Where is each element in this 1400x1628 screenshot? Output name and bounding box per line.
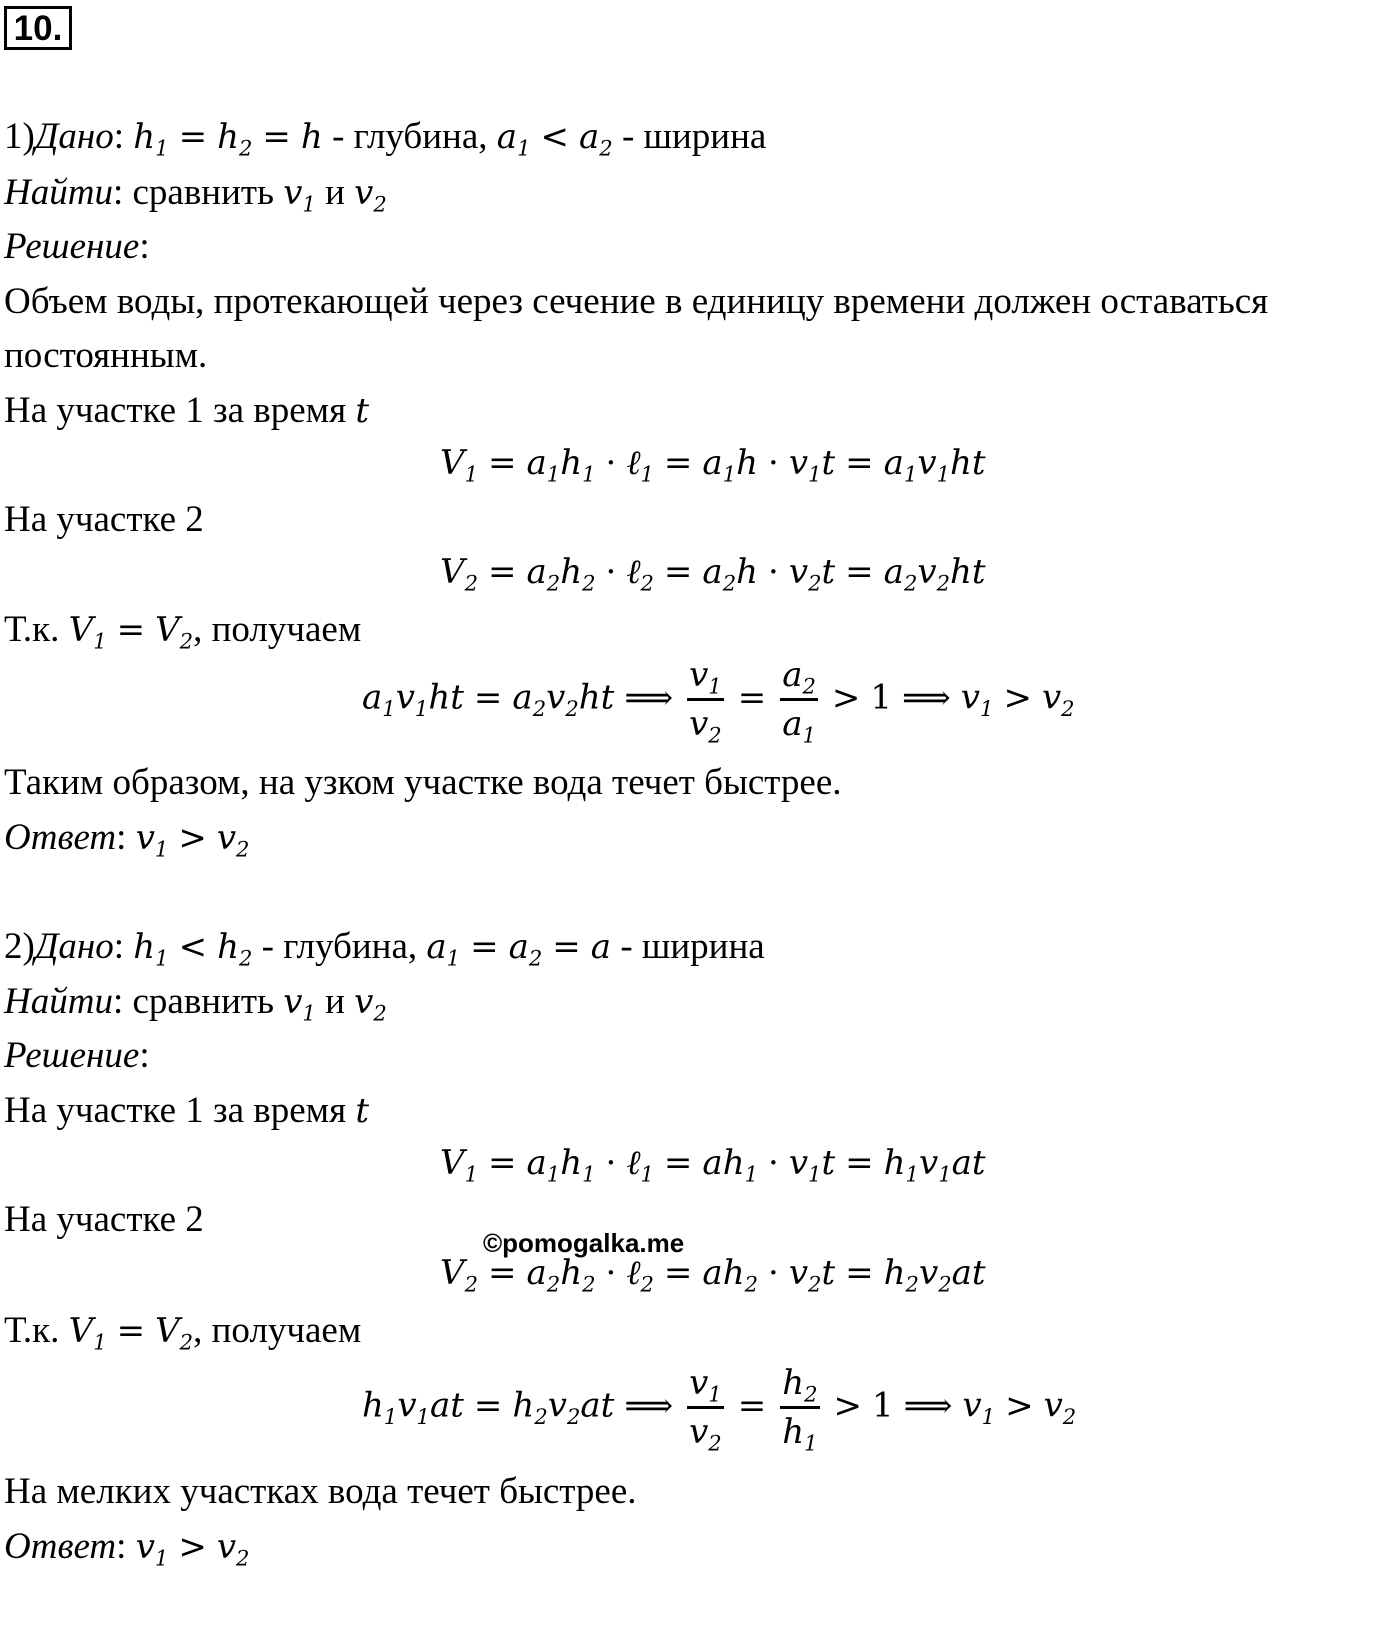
p1-given-text1: - глубина, [332,116,488,157]
p2-obtain: , получаем [193,1310,362,1351]
p2-answer-line: Ответ: $v_1 > v_2$ [4,1526,250,1571]
watermark: ©pomogalka.me [483,1228,685,1258]
task-number: 10. [4,6,72,50]
p2-tk-line: Т.к. $V_1 = V_2$, получаем [4,1310,362,1355]
p1-and: и [325,172,345,213]
p2-given-word: Дано [34,926,114,967]
p1-answer-word: Ответ [4,817,117,858]
p1-section1-line: На участке 1 за время t [4,390,370,431]
p1-find-line: Найти: сравнить $v_1$ и $v_2$ [4,172,387,217]
p1-given-text2: - ширина [621,116,767,157]
p2-solution-line: Решение: [4,1035,150,1076]
p2-given-text1: - глубина, [261,926,418,967]
p1-conclusion: Таким образом, на узком участке вода течет быстрее. [4,762,842,803]
p1-label: 1) [4,116,35,157]
p2-ratio-equation: $h_1v_1at = h_2v_2at$ ⟹ $\frac{v_1}{v_2}$ = $\frac{h_2}{h_1}$ > 1 ⟹ $v_1 > v_2$ [362,1363,1077,1456]
p1-tk: Т.к. [4,609,60,650]
p2-section2-line: На участке 2 [4,1199,204,1240]
p2-solution-word: Решение [4,1035,140,1076]
p1-obtain: , получаем [193,609,362,650]
p1-given-word: Дано [34,116,114,157]
p1-equation-v1: $V_1 = a_1h_1$ · ℓ$_1$ = $a_1h \cdot v_1t = a_1v_1ht$ [440,443,986,487]
p2-answer-word: Ответ [4,1526,117,1567]
p1-answer-line: Ответ: $v_1 > v_2$ [4,817,250,862]
p1-section1-text: На участке 1 за время [4,390,347,431]
p2-conclusion: На мелких участках вода течет быстрее. [4,1471,637,1512]
p2-equation-v1: $V_1 = a_1h_1$ · ℓ$_1$ = $ah_1 \cdot v_1t = h_1v_1at$ [440,1143,986,1187]
p1-tk-line: Т.к. $V_1 = V_2$, получаем [4,609,362,654]
p1-paragraph-line1: Объем воды, протекающей через сечение в единицу времени должен оставаться [4,281,1269,322]
p1-paragraph-line2: постоянным. [4,335,208,376]
p2-and: и [325,981,345,1022]
p2-section1-line: На участке 1 за время t [4,1090,370,1131]
p2-given-text2: - ширина [620,926,765,967]
p2-equation-v2: $V_2 = a_2h_2$ · ℓ$_2$ = $ah_2 \cdot v_2t = h_2v_2at$ [440,1253,986,1297]
p2-tk: Т.к. [4,1310,60,1351]
p2-given-line: 2)Дано: $h_1 < h_2$ - глубина, $a_1 = a_2 = a$ - ширина [4,926,765,971]
p1-section2-line: На участке 2 [4,499,204,540]
p2-find-line: Найти: сравнить $v_1$ и $v_2$ [4,981,387,1026]
p1-ratio-equation: $a_1v_1ht = a_2v_2ht$ ⟹ $\frac{v_1}{v_2}$ = $\frac{a_2}{a_1}$ > 1 ⟹ $v_1 > v_2$ [362,655,1075,748]
p2-section1-text: На участке 1 за время [4,1090,347,1131]
p1-solution-word: Решение [4,226,140,267]
p2-label: 2) [4,926,35,967]
p2-find-word: Найти [4,981,113,1022]
p1-find-word: Найти [4,172,113,213]
p1-find-text: сравнить [132,172,274,213]
p1-solution-line: Решение: [4,226,150,267]
p2-find-text: сравнить [132,981,274,1022]
p1-given-line: 1)Дано: $h_1 = h_2 = h$ - глубина, $a_1 < a_2$ - ширина [4,116,767,161]
p1-equation-v2: $V_2 = a_2h_2$ · ℓ$_2$ = $a_2h \cdot v_2t = a_2v_2ht$ [440,552,986,596]
